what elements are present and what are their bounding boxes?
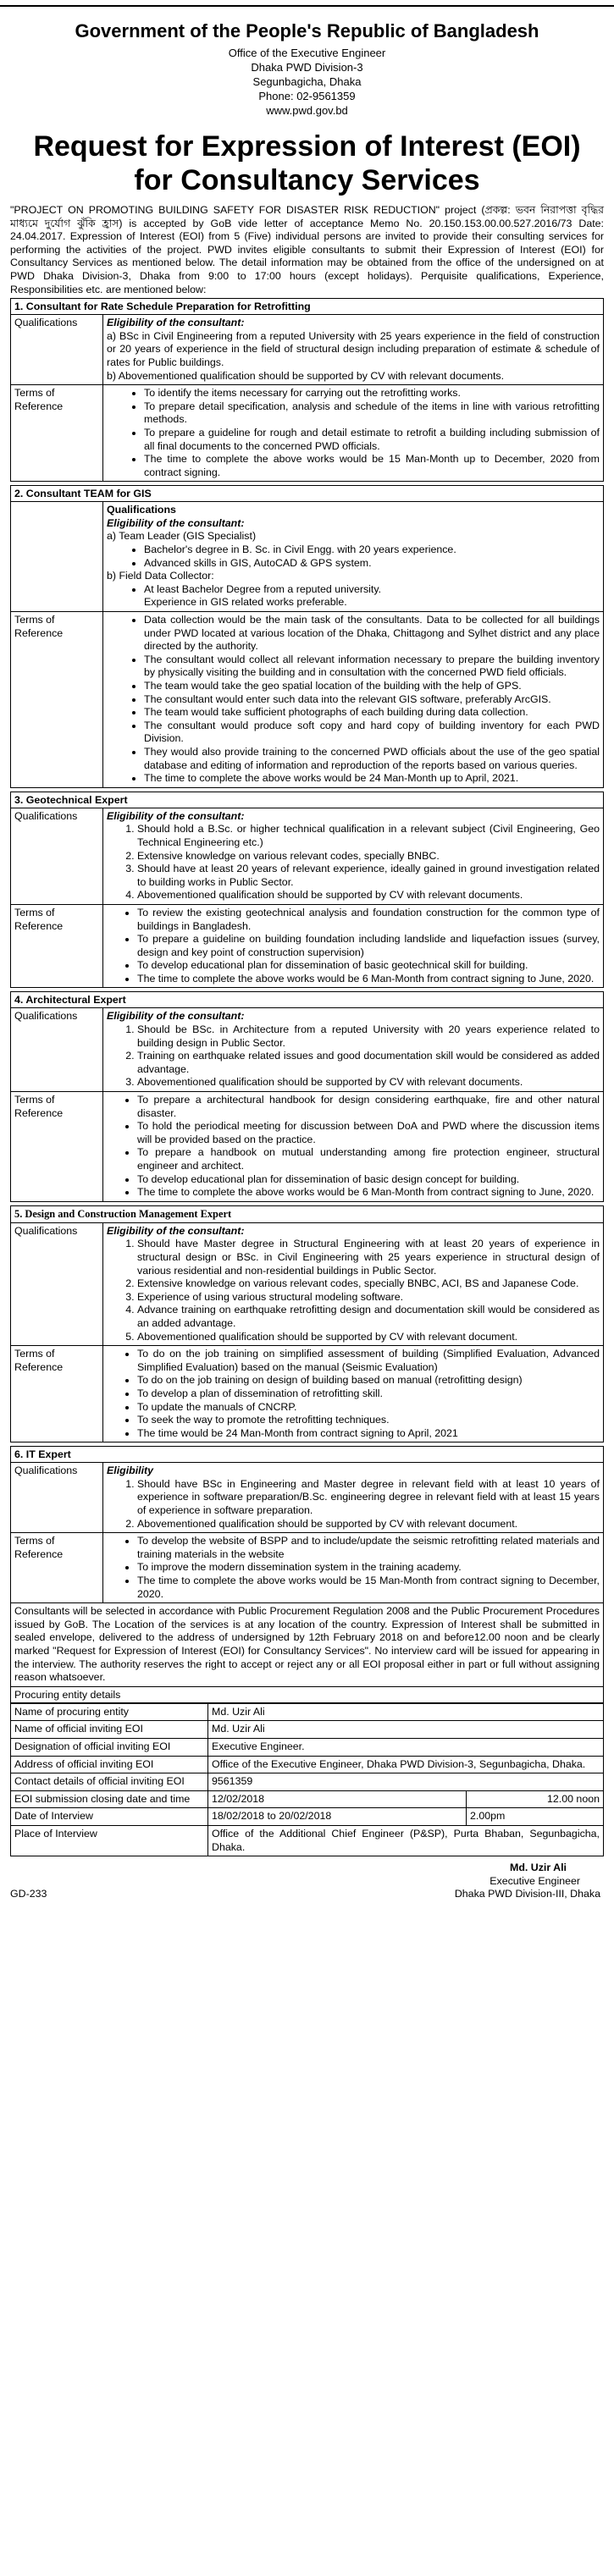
intro-paragraph: "PROJECT ON PROMOTING BUILDING SAFETY FOR DISASTER RISK REDUCTION" project (প্রকল্প: ভবন নিরাপত্তা বৃদ্ধির মাধ্যমে দুর্যোগ ঝুঁকি হ্রাস) is accepted by GoB vide letter of acceptance Memo No. 20.150.153.00.00.527.2016/73 Date: 24.04.2017. Expression of Interest (EOI) from 5 (Five) individual persons are invited to provide their consulting services for performing the activities of the project. PWD invites eligible consultants to submit their Expression of Interest (EOI) for Consultancy Services as mentioned below. The detail information may be obtained from the office of the undersigned on at PWD Dhaka Division-3, Dhaka from 9:00 to 17:00 hours (except holidays). Perquisite qualifications, Experience, Responsibilities etc. are mentioned below:	[10, 204, 604, 295]
details-label: Designation of official inviting EOI	[11, 1738, 208, 1756]
section-4-qualifications	[103, 1008, 604, 1092]
qualifications-list	[107, 1478, 600, 1531]
terms-item: • To prepare a handbook on mutual understanding among fire protection engineer, structural engineer and architect.	[137, 1146, 600, 1172]
terms-item: • To develop educational plan for dissemination of basic design concept for building.	[137, 1173, 600, 1187]
office-phone: Phone: 02-9561359	[258, 90, 356, 102]
terms-item: • To do on the job training on design of building based on manual (retrofitting design)	[137, 1374, 600, 1387]
qualification-item: • At least Bachelor Degree from a reputed university.	[144, 583, 600, 597]
qualification-item: 2. Extensive knowledge on various relevant codes, specially BNBC, ACI, BS and Japanese Code.	[137, 1277, 600, 1291]
section-3-table	[10, 808, 604, 989]
qualification-item: 2. Training on earthquake related issues and good documentation skill would be considered as added advantage.	[137, 1050, 600, 1076]
qualification-item: 3. Abovementioned qualification should be supported by CV with relevant documents.	[137, 1076, 600, 1089]
terms-list	[107, 1535, 600, 1601]
terms-item: • To improve the modern dissemination system in the training academy.	[137, 1561, 600, 1575]
closing-paragraph: Consultants will be selected in accordance with Public Procurement Regulation 2008 and the Public Procurement Procedures issued by GoB. The Location of the services is at any location of the country. Expression of Interest shall be submitted in sealed envelope, delivered to the address of undersigned by 12th February 2018 on and before12.00 noon and be clearly marked "Request for Expression of Interest (EOI) for Consultancy Services". No interview card will be issued for appearing in the interview. The authority reserves the right to accept or reject any or all EOI proposal either in part or full without assigning reason whatsoever.	[10, 1603, 604, 1687]
government-title: Government of the People's Republic of Bangladesh	[75, 20, 539, 41]
qualifications-label: Qualifications	[11, 315, 103, 385]
terms-item: • The time to complete the above works would be 15 Man-Month up to December, 2020 from contract signing.	[144, 453, 600, 479]
place-label: Place of Interview	[11, 1825, 208, 1856]
qualification-item: 2. Abovementioned qualification should be supported by CV with relevant document.	[137, 1518, 600, 1531]
page-title	[10, 130, 604, 197]
qualifications-list	[107, 823, 600, 902]
eligibility-heading: Eligibility of the consultant:	[107, 809, 245, 822]
terms-item: • To hold the periodical meeting for discussion between DoA and PWD where the discussion items will be provided based on the practice.	[137, 1120, 600, 1146]
signature-block	[10, 1862, 604, 1901]
details-row	[11, 1721, 604, 1739]
qualifications-list	[107, 1238, 600, 1343]
qualification-item: 1. Should hold a B.Sc. or higher technical qualification in a relevant subject (Civil Engineering, Geo Technical Engineering etc.)	[137, 823, 600, 849]
interview-row	[11, 1808, 604, 1826]
details-value: 9561359	[208, 1773, 604, 1791]
qualifications-label: Qualifications	[11, 1008, 103, 1092]
section-2-table	[10, 501, 604, 787]
office-name: Office of the Executive Engineer	[228, 47, 386, 59]
terms-item: • Data collection would be the main task of the consultants. Data to be collected for all buildings under PWD located at various location of the Dhaka, Chittagong and Sylhet district and any place directed by the authority.	[144, 614, 600, 654]
qualification-item: 1. Should be BSc. in Architecture from a reputed University with 20 years experience related to building design in Public Sector.	[137, 1023, 600, 1050]
section-6-title: 6. IT Expert	[10, 1446, 604, 1462]
terms-list	[107, 1348, 600, 1440]
qualification-item: 1. Should have BSc in Engineering and Master degree in relevant field with at least 10 years of experience in software preparation/B.Sc. engineering degree in relevant field with at least 15 years of experience in software preparation.	[137, 1478, 600, 1518]
eligibility-heading: Eligibility of the consultant:	[107, 1224, 245, 1237]
qualification-item: 1. Should have Master degree in Structural Engineering with at least 20 years of experience in structural design or BSc. in Civil Engineering with 25 years experience in structural design of various residential and non-residential buildings in Public Sector.	[137, 1238, 600, 1277]
terms-item: • To develop the website of BSPP and to include/update the seismic retrofitting related materials and training materials in the website	[137, 1535, 600, 1561]
details-label: Address of official inviting EOI	[11, 1756, 208, 1773]
qualifications-label: Qualifications	[11, 1222, 103, 1345]
section-5-title: 5. Design and Construction Management Expert	[10, 1205, 604, 1222]
terms-item: • The consultant would collect all relevant information necessary to prepare the building inventory by physically visiting the building and in consultation with the concerned PWD field officials.	[144, 654, 600, 680]
terms-label: Terms of Reference	[11, 385, 103, 482]
clipped-newspaper-header	[0, 5, 614, 14]
submission-label: EOI submission closing date and time	[11, 1790, 208, 1808]
terms-item: • To update the manuals of CNCRP.	[137, 1401, 600, 1415]
terms-item: • To prepare a guideline on building foundation including landslide and liquefaction issues (survey, design and key point of construction supervision)	[137, 933, 600, 959]
title-line-1: Request for Expression of Interest (EOI)	[33, 130, 581, 163]
terms-item: • To do on the job training on simplified assessment of building (Simplified Evaluation, Advanced Simplified Evaluation) based on the manual (Seismic Evaluation)	[137, 1348, 600, 1374]
qualification-item: 4. Abovementioned qualification should be supported by CV with relevant documents.	[137, 889, 600, 902]
title-line-2: for Consultancy Services	[134, 164, 480, 196]
details-row	[11, 1773, 604, 1791]
details-row	[11, 1738, 604, 1756]
terms-item: • The time would be 24 Man-Month from contract signing to April, 2021	[137, 1427, 600, 1441]
qualification-item: b) Abovementioned qualification should be supported by CV with relevant documents.	[107, 369, 505, 382]
terms-item: • To prepare a guideline for rough and detail estimate to retrofit a building including submission of all final documents to the concerned PWD officials.	[144, 427, 600, 453]
details-label: Name of procuring entity	[11, 1703, 208, 1721]
qualification-item: 3. Should have at least 20 years of relevant experience, ideally gained in ground investigation related to building works in Public Sector.	[137, 863, 600, 889]
qualification-item: 2. Extensive knowledge on various relevant codes, specially BNBC.	[137, 850, 600, 863]
details-row	[11, 1756, 604, 1773]
terms-list	[107, 614, 600, 786]
section-5-table	[10, 1222, 604, 1443]
place-row	[11, 1825, 604, 1856]
terms-label: Terms of Reference	[11, 612, 103, 788]
section-3-qualifications	[103, 808, 604, 904]
field-collector-heading: b) Field Data Collector:	[107, 570, 214, 582]
section-6-table	[10, 1462, 604, 1603]
submission-time: 12.00 noon	[467, 1790, 604, 1808]
section-3-terms	[103, 904, 604, 988]
qualification-item: Experience in GIS related works preferable.	[144, 596, 347, 609]
terms-item: • To prepare a architectural handbook for design considering earthquake, fire and other natural disaster.	[137, 1094, 600, 1120]
team-leader-heading: a) Team Leader (GIS Specialist)	[107, 530, 257, 543]
qualifications-heading: Qualifications	[107, 504, 176, 516]
terms-item: • The team would take sufficient photographs of each building during data collection.	[144, 706, 600, 720]
qualification-item: a) BSc in Civil Engineering from a reputed University with 25 years experience in the field of construction or 20 years of experience in the field of structural design including preparation of estimate & schedule of rates for Public buildings.	[107, 329, 600, 368]
website: www.pwd.gov.bd	[266, 104, 348, 117]
section-1-terms	[103, 385, 604, 482]
terms-list	[107, 387, 600, 479]
section-2-terms	[103, 612, 604, 788]
eligibility-heading: Eligibility of the consultant:	[107, 317, 245, 329]
procuring-entity-heading: Procuring entity details	[10, 1687, 604, 1703]
terms-item: • They would also provide training to the concerned PWD officials about the use of the geo spatial database and editing of information and reproduction of the reports based on various queries.	[144, 746, 600, 772]
qualifications-list	[107, 1023, 600, 1089]
section-2-title: 2. Consultant TEAM for GIS	[10, 485, 604, 501]
terms-list	[107, 1094, 600, 1200]
qualifications-label: Qualifications	[11, 808, 103, 904]
terms-label: Terms of Reference	[11, 904, 103, 988]
terms-item: • The consultant would produce soft copy and hard copy of building inventory for each PWD Division.	[144, 720, 600, 746]
gd-reference: GD-233	[10, 1887, 47, 1900]
details-row	[11, 1703, 604, 1721]
terms-item: • The time to complete the above works would be 15 Man-Month from contract signing to December, 2020.	[137, 1575, 600, 1601]
interview-label: Date of Interview	[11, 1808, 208, 1826]
details-value: Executive Engineer.	[208, 1738, 604, 1756]
signatory-office: Dhaka PWD Division-III, Dhaka	[454, 1888, 600, 1900]
terms-list	[107, 907, 600, 986]
submission-date: 12/02/2018	[208, 1790, 467, 1808]
signatory-designation: Executive Engineer	[490, 1874, 580, 1887]
details-label: Name of official inviting EOI	[11, 1721, 208, 1739]
eligibility-heading: Eligibility of the consultant:	[107, 516, 245, 529]
eligibility-heading: Eligibility	[107, 1465, 154, 1477]
terms-item: • To prepare detail specification, analysis and schedule of the items in line with various retrofitting methods.	[144, 400, 600, 427]
qualification-item: 4. Advance training on earthquake retrofitting design and documentation skill would be considered as an added advantage.	[137, 1304, 600, 1330]
section-2-qualifications	[103, 502, 604, 612]
terms-item: • To identify the items necessary for carrying out the retrofitting works.	[144, 387, 600, 400]
division-name: Dhaka PWD Division-3	[251, 61, 363, 74]
section-4-table	[10, 1007, 604, 1201]
field-collector-list	[107, 583, 600, 610]
terms-label: Terms of Reference	[11, 1533, 103, 1603]
place-value: Office of the Additional Chief Engineer (P&SP), Purta Bhaban, Segunbagicha, Dhaka.	[208, 1825, 604, 1856]
qualifications-label: Qualifications	[11, 1463, 103, 1533]
section-5-terms	[103, 1346, 604, 1442]
details-value: Office of the Executive Engineer, Dhaka PWD Division-3, Segunbagicha, Dhaka.	[208, 1756, 604, 1773]
terms-item: • The time to complete the above works would be 6 Man-Month from contract signing to June, 2020.	[137, 973, 600, 986]
terms-item: • The time to complete the above works would be 24 Man-Month up to April, 2021.	[144, 772, 600, 786]
qualification-item: 3. Experience of using various structural modeling software.	[137, 1291, 600, 1305]
terms-item: • To develop educational plan for dissemination of basic geotechnical skill for building.	[137, 959, 600, 973]
section-6-qualifications	[103, 1463, 604, 1533]
submission-row	[11, 1790, 604, 1808]
office-address: Segunbagicha, Dhaka	[252, 75, 362, 88]
letterhead	[10, 20, 604, 197]
terms-item: • To develop a plan of dissemination of retrofitting skill.	[137, 1387, 600, 1401]
qualification-item: • Advanced skills in GIS, AutoCAD & GPS system.	[144, 557, 600, 571]
section-5-qualifications	[103, 1222, 604, 1345]
qualification-item: • Bachelor's degree in B. Sc. in Civil Engg. with 20 years experience.	[144, 543, 600, 557]
section-1-title: 1. Consultant for Rate Schedule Preparation for Retrofitting	[10, 298, 604, 314]
section-3-title: 3. Geotechnical Expert	[10, 792, 604, 808]
procuring-details-table	[10, 1703, 604, 1856]
terms-item: • To review the existing geotechnical analysis and foundation construction for the common type of buildings in Bangladesh.	[137, 907, 600, 933]
section-1-qualifications	[103, 315, 604, 385]
section-4-title: 4. Architectural Expert	[10, 991, 604, 1007]
terms-item: • The consultant would enter such data into the relevant GIS software, preferably ArcGIS.	[144, 693, 600, 707]
terms-item: • The time to complete the above works would be 6 Man-Month from contract signing to June, 2020.	[137, 1186, 600, 1200]
interview-time: 2.00pm	[467, 1808, 604, 1826]
signatory-name: Md. Uzir Ali	[510, 1862, 567, 1874]
details-value: Md. Uzir Ali	[208, 1703, 604, 1721]
details-value: Md. Uzir Ali	[208, 1721, 604, 1739]
team-leader-list	[107, 543, 600, 570]
qualification-item: 5. Abovementioned qualification should be supported by CV with relevant document.	[137, 1331, 600, 1344]
section-6-terms	[103, 1533, 604, 1603]
details-label: Contact details of official inviting EOI	[11, 1773, 208, 1791]
eligibility-heading: Eligibility of the consultant:	[107, 1010, 245, 1023]
section-1-table	[10, 314, 604, 482]
terms-item: • To seek the way to promote the retrofitting techniques.	[137, 1414, 600, 1427]
terms-label: Terms of Reference	[11, 1346, 103, 1442]
terms-label: Terms of Reference	[11, 1092, 103, 1202]
interview-date: 18/02/2018 to 20/02/2018	[208, 1808, 467, 1826]
terms-item: • The team would take the geo spatial location of the building with the help of GPS.	[144, 680, 600, 693]
section-4-terms	[103, 1092, 604, 1202]
